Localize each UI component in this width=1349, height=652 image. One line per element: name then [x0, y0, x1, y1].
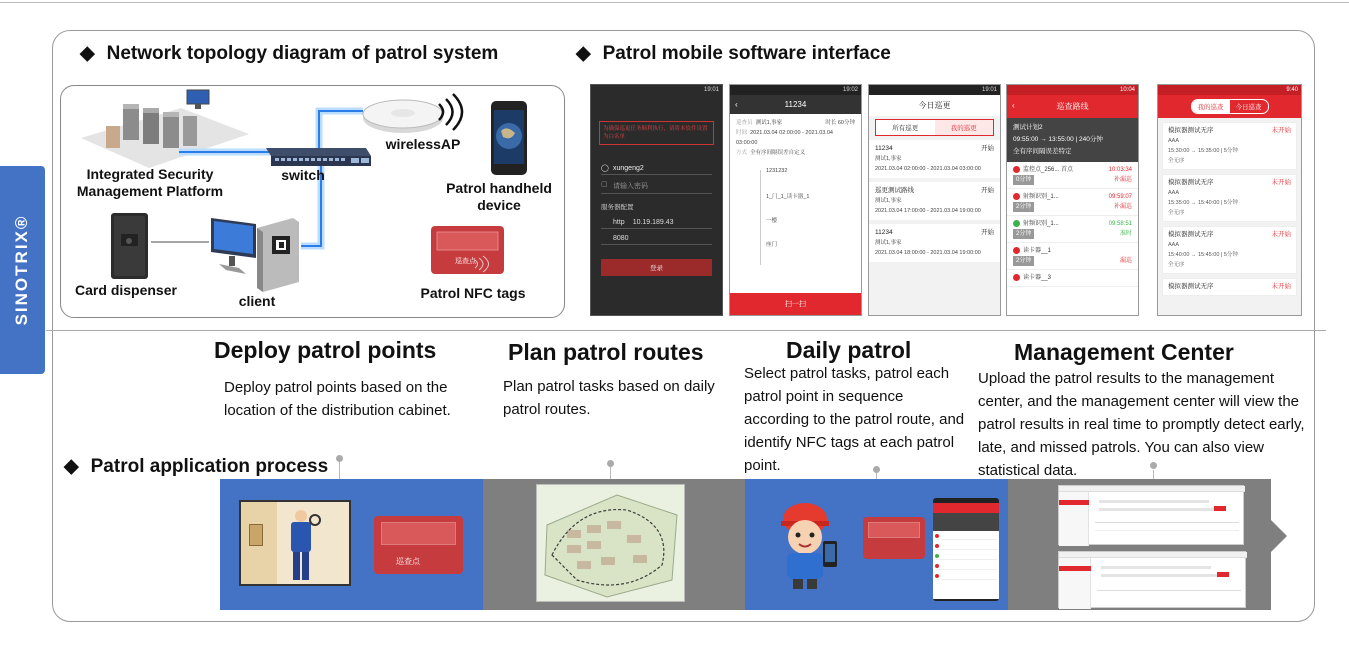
route-check-list [1007, 162, 1138, 287]
phone-route-detail-screen [729, 84, 862, 316]
patrol-card-time: 2021.03.04 02:00:00 - 2021.03.04 03:00:00 [875, 166, 981, 172]
middle-divider [46, 330, 1326, 331]
status-bar: 9:40 [1158, 85, 1301, 95]
client-label: client [238, 293, 276, 309]
route-check-row [1013, 273, 1132, 283]
connector-dot [873, 466, 880, 473]
switch-label: switch [281, 167, 325, 183]
switch-icon [266, 148, 371, 166]
patrol-card-status: 开始 [981, 187, 994, 194]
route-point: 1_门_1_读卡器_1 [766, 194, 810, 200]
username-field[interactable]: ◯ xungeng2 [601, 163, 712, 175]
flow-arrow-icon [1271, 520, 1287, 552]
miss-icon [1013, 247, 1020, 254]
route-point: 1231232 [766, 168, 788, 174]
inspection-card[interactable] [1162, 122, 1297, 170]
step-title-management: Management Center [1014, 339, 1234, 365]
inspection-card-time: 15:40:00 → 15:45:00 | 5分钟 [1168, 252, 1238, 258]
management-web-screen [1058, 551, 1246, 608]
process-band-deploy [220, 479, 483, 610]
miss-icon [1013, 166, 1020, 173]
patrol-card-time: 2021.03.04 18:00:00 - 2021.03.04 19:00:00 [875, 250, 981, 256]
patrol-card-status: 开始 [981, 229, 994, 236]
inspection-card-mode: 全无序 [1168, 158, 1185, 164]
route-check-row [1013, 246, 1132, 256]
patrol-card-name: 11234 [875, 145, 893, 152]
route-point-list [730, 162, 861, 277]
wireless-ap-icon [363, 94, 462, 133]
route-check-label: 读卡器__1 [1023, 248, 1052, 254]
diamond-bullet-icon: ◆ [64, 456, 79, 477]
inspection-card-time: 15:30:00 → 15:35:00 | 5分钟 [1168, 148, 1238, 154]
inspection-card-user: AAA [1168, 242, 1180, 248]
inspection-card-time: 15:35:00 → 15:40:00 | 5分钟 [1168, 200, 1238, 206]
inspection-card-status: 未开始 [1271, 231, 1291, 238]
mobile-title: ◆ Patrol mobile software interface [576, 43, 891, 64]
patrol-card[interactable] [869, 224, 1000, 262]
status-bar: 19:01 [869, 85, 1000, 95]
inspection-card-header [1168, 230, 1291, 240]
status-bar: 10:04 [1007, 85, 1138, 95]
route-map-graphic [537, 485, 685, 602]
patrol-card-name: 巡更测试路线 [875, 187, 914, 194]
nfc-tag-icon [863, 517, 925, 559]
step-desc-plan: Plan patrol tasks based on daily patrol routes. [503, 378, 715, 418]
route-check-item [1007, 189, 1138, 216]
route-check-result: 漏巡 [1119, 258, 1132, 264]
diamond-bullet-icon: ◆ [80, 43, 95, 64]
route-point: 座门 [766, 242, 778, 248]
handheld-device-icon [491, 101, 527, 175]
nfc-tags-label: Patrol NFC tags [420, 285, 526, 301]
inspection-card-header [1168, 282, 1291, 292]
route-check-tag: 0分钟 [1013, 175, 1034, 185]
route-check-label: 射频识别_1... [1023, 221, 1059, 227]
nfc-tag-icon [431, 226, 504, 274]
route-header: ‹ 巡查路线 [1007, 95, 1138, 118]
miss-icon [1013, 193, 1020, 200]
patrol-card-patroller: 测试1,事家 [875, 198, 902, 204]
tab-all-patrols[interactable]: 所有巡更 [876, 120, 935, 135]
inspection-card-status: 未开始 [1271, 179, 1291, 186]
detail-header: ‹ 11234 [730, 95, 861, 114]
phone-route-screen [1006, 84, 1139, 316]
back-arrow-icon[interactable]: ‹ [1012, 101, 1015, 110]
route-check-tag: 2分钟 [1013, 202, 1034, 212]
phone-my-patrol-screen [1157, 84, 1302, 316]
patrol-card-status: 开始 [981, 145, 994, 152]
route-check-item [1007, 162, 1138, 189]
mini-phone-route-screen [933, 498, 999, 601]
scan-button[interactable]: 扫一扫 [730, 293, 861, 315]
server-address-field[interactable]: http 10.19.189.43 [601, 217, 712, 229]
inspection-card-name: 模拟器测试无序 [1168, 283, 1214, 290]
inspection-card-mode: 全无序 [1168, 262, 1185, 268]
today-card-list [869, 140, 1000, 262]
inspection-card-name: 模拟器测试无序 [1168, 179, 1214, 186]
route-check-result: 补漏巡 [1113, 177, 1132, 183]
password-field[interactable]: ▢ 请输入密码 [601, 179, 712, 194]
connector-dot [336, 455, 343, 462]
tab-my-inspection[interactable]: 我的巡查 [1192, 100, 1230, 113]
patrol-card-time: 2021.03.04 17:00:00 - 2021.03.04 19:00:00 [875, 208, 981, 214]
inspection-card-status: 未开始 [1271, 283, 1291, 290]
route-check-bottom [1013, 175, 1132, 185]
inspection-card-user: AAA [1168, 190, 1180, 196]
route-check-row [1013, 192, 1132, 202]
route-check-label: 读卡器__3 [1023, 275, 1052, 281]
worker-mascot-icon [771, 499, 847, 591]
connector-dot [1150, 462, 1157, 469]
route-check-tag: 2分钟 [1013, 229, 1034, 239]
route-check-bottom [1013, 256, 1132, 266]
step-title-deploy: Deploy patrol points [214, 337, 437, 363]
check-icon [1013, 220, 1020, 227]
patrol-card-patroller: 测试1,事家 [875, 240, 902, 246]
route-check-time: 10:03:34 [1108, 167, 1132, 173]
client-computer-icon [211, 218, 299, 292]
route-check-name [1013, 246, 1051, 256]
tab-my-patrols[interactable]: 我的巡更 [935, 120, 994, 135]
handheld-label: Patrol handheld device [446, 180, 552, 213]
inspection-card[interactable] [1162, 226, 1297, 274]
process-band-daily [745, 479, 1008, 610]
today-header: 今日巡更 [869, 95, 1000, 116]
route-check-tag: 2分钟 [1013, 256, 1034, 266]
patrol-card-name: 11234 [875, 229, 893, 236]
route-check-time: 09:58:51 [1108, 221, 1132, 227]
lock-icon: ▢ [601, 181, 608, 188]
top-divider [0, 2, 1349, 3]
status-bar: 19:01 [591, 85, 722, 95]
platform-monitor-icon [187, 90, 209, 109]
phone-login-screen [590, 84, 723, 316]
inspection-card-mode: 全无序 [1168, 210, 1185, 216]
route-check-label: 监控点_256... 首点 [1023, 167, 1074, 173]
card-dispenser-label: Card dispenser [75, 282, 177, 298]
inspection-card-name: 模拟器测试无序 [1168, 127, 1214, 134]
step-title-daily: Daily patrol [786, 337, 912, 363]
nfc-tag-text: 巡查点 [455, 258, 476, 265]
step-desc-deploy: Deploy patrol points based on the location of the distribution cabinet. [224, 379, 451, 419]
brand-logo-text: SINOTRIX® [12, 214, 31, 326]
route-check-bottom [1013, 229, 1132, 239]
nfc-tag-icon: 巡查点 [374, 516, 463, 574]
inspection-card-header [1168, 126, 1291, 136]
miss-icon [1013, 274, 1020, 281]
route-check-result: 准时 [1119, 231, 1132, 237]
tab-today-inspection[interactable]: 今日巡查 [1235, 104, 1262, 111]
connector-dot [607, 460, 614, 467]
route-check-name [1013, 192, 1059, 202]
route-check-result: 补漏巡 [1113, 204, 1132, 210]
mine-header [1158, 95, 1301, 118]
user-icon: ◯ [601, 165, 609, 172]
patrol-card[interactable] [869, 140, 1000, 178]
port-field[interactable]: 8080 [601, 233, 712, 245]
inspection-card-header [1168, 178, 1291, 188]
route-check-bottom [1013, 202, 1132, 212]
process-title: ◆ Patrol application process [64, 456, 329, 477]
route-check-time: 09:59:07 [1108, 194, 1132, 200]
card-dispenser-icon [111, 213, 148, 279]
route-check-item [1007, 270, 1138, 287]
step-desc-daily: Select patrol tasks, patrol each patrol point in sequence according to the patrol route, and identify NFC tags at each patrol point. [744, 365, 965, 474]
patrol-tabs [875, 119, 994, 136]
step-title-plan: Plan patrol routes [508, 339, 704, 365]
back-arrow-icon[interactable]: ‹ [735, 100, 738, 109]
route-check-item [1007, 216, 1138, 243]
patrol-card-patroller: 测试1,事家 [875, 156, 902, 162]
management-web-screen [1058, 485, 1244, 545]
route-check-name [1013, 165, 1073, 175]
process-band-plan [483, 479, 745, 610]
route-check-name [1013, 273, 1051, 283]
worker-install-image [239, 500, 351, 586]
patrol-card-header [875, 186, 994, 196]
status-bar: 19:02 [730, 85, 861, 95]
topology-title: ◆ Network topology diagram of patrol system [80, 43, 499, 64]
patrol-card-header [875, 144, 994, 154]
inspection-card-name: 模拟器测试无序 [1168, 231, 1214, 238]
inspection-card-user: AAA [1168, 138, 1180, 144]
route-check-name [1013, 219, 1059, 229]
route-point: 一樓 [766, 218, 778, 224]
diamond-bullet-icon: ◆ [576, 43, 591, 64]
step-desc-management: Upload the patrol results to the management center, and the management center will view the patrol results in real time to promptly detect early, late, and missed patrols. You can also view statistical data. [978, 370, 1305, 479]
inspection-card-status: 未开始 [1271, 127, 1291, 134]
topology-diagram [60, 85, 565, 318]
server-config-label: 服务器配置 [601, 204, 634, 211]
route-check-row [1013, 165, 1132, 175]
inspection-card[interactable] [1162, 174, 1297, 222]
phone-today-patrol-screen [868, 84, 1001, 316]
route-check-item [1007, 243, 1138, 270]
mine-card-list [1158, 122, 1301, 296]
whitelist-warning: 为确保巡更任务顺利执行，请将本软件设置为白名单 [599, 121, 714, 145]
inspection-card[interactable] [1162, 278, 1297, 296]
patrol-card[interactable] [869, 182, 1000, 220]
detail-info: 巡查员 测试1,事家 时长 60分钟 时间 2021.03.04 02:00:00 - 2021.03.04 03:00:00 方式 全有序间隔误差自定义 [736, 120, 855, 156]
route-check-row [1013, 219, 1132, 229]
wireless-ap-label: wirelessAP [385, 136, 461, 152]
route-check-label: 射频识别_1... [1023, 194, 1059, 200]
route-map-image [536, 484, 685, 602]
patrol-card-header [875, 228, 994, 238]
route-summary: 测试计划2 09:55:00 → 13:55:00 | 240分钟 全有序间隔误差特定 [1007, 118, 1138, 162]
process-band-management [1008, 479, 1271, 610]
login-button[interactable]: 登录 [601, 259, 712, 276]
platform-label: Integrated Security Management Platform [76, 166, 224, 199]
